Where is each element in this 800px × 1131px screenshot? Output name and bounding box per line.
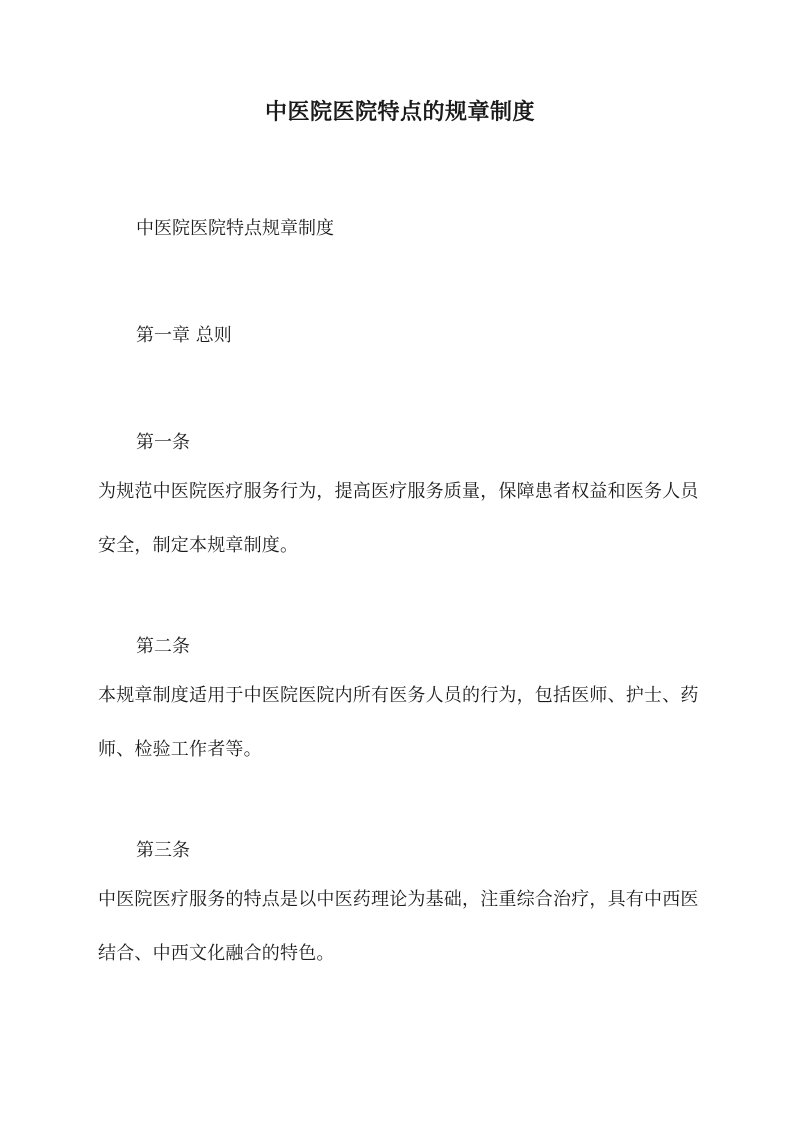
document-subtitle: 中医院医院特点规章制度 xyxy=(136,218,334,239)
article-2-heading: 第二条 xyxy=(136,636,190,657)
article-3-heading: 第三条 xyxy=(136,840,190,861)
article-1-heading: 第一条 xyxy=(136,432,190,453)
article-1-body: 为规范中医院医疗服务行为，提高医疗服务质量，保障患者权益和医务人员安全，制定本规章制度。 xyxy=(98,481,699,556)
document-title: 中医院医院特点的规章制度 xyxy=(264,99,535,125)
chapter-heading: 第一章 总则 xyxy=(136,325,232,346)
article-2-body: 本规章制度适用于中医院医院内所有医务人员的行为，包括医师、护士、药师、检验工作者等。 xyxy=(98,685,699,760)
article-3-body: 中医院医疗服务的特点是以中医药理论为基础，注重综合治疗，具有中西医结合、中西文化融合的特色。 xyxy=(98,889,699,964)
